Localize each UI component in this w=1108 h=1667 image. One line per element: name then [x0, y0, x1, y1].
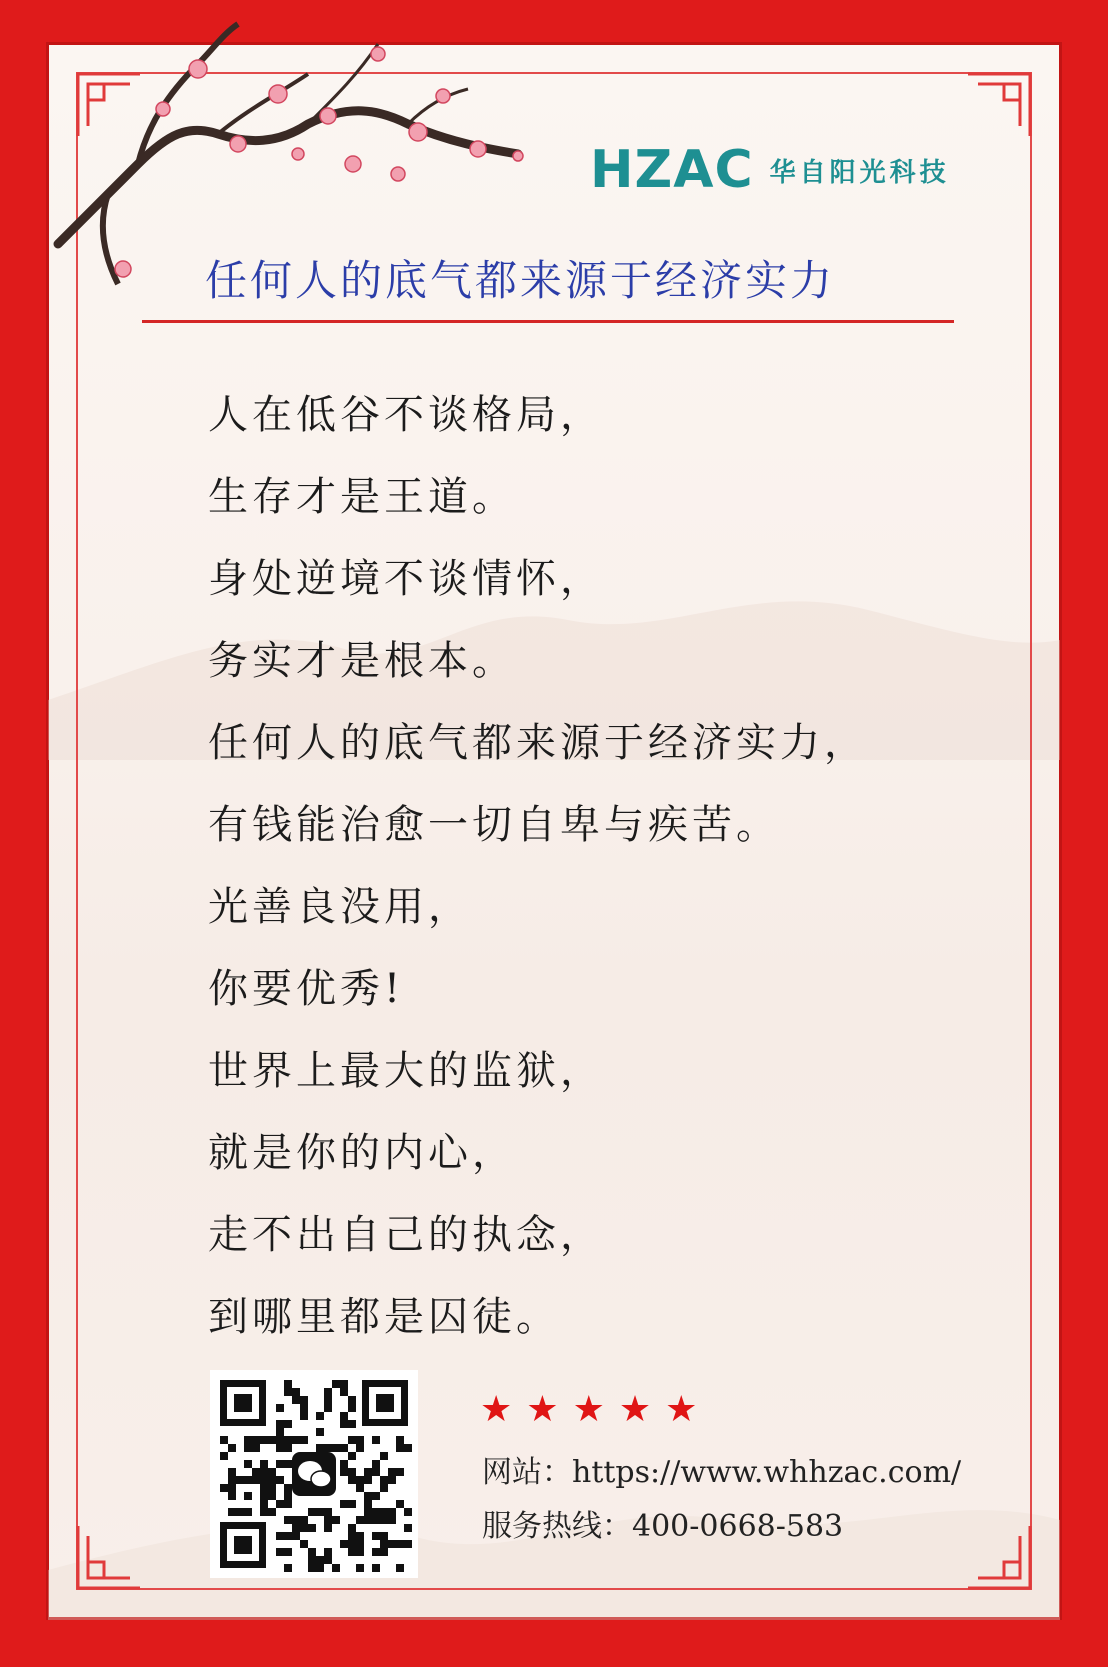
corner-ornament-icon — [964, 1522, 1034, 1592]
star-icon: ★ — [480, 1389, 513, 1430]
poem-line: 务实才是根本。 — [208, 638, 516, 684]
brand-name: 华自阳光科技 — [769, 157, 950, 188]
wechat-icon — [292, 1452, 336, 1496]
corner-ornament-icon — [74, 1522, 144, 1592]
poem-line: 任何人的底气都来源于经济实力， — [208, 720, 868, 766]
brand-logo — [590, 140, 950, 200]
star-icon: ★ — [526, 1389, 559, 1430]
star-icon: ★ — [572, 1389, 605, 1430]
hotline-label: 服务热线： — [482, 1509, 632, 1544]
page-title: 任何人的底气都来源于经济实力 — [205, 256, 836, 305]
corner-ornament-icon — [964, 70, 1034, 140]
hotline-row — [482, 1500, 961, 1554]
poem-line: 生存才是王道。 — [208, 474, 516, 520]
star-icon: ★ — [665, 1389, 698, 1430]
website-row — [482, 1446, 961, 1500]
poem-line: 走不出自己的执念， — [208, 1212, 604, 1258]
poem-line: 人在低谷不谈格局， — [208, 392, 604, 438]
website-link[interactable]: https://www.whhzac.com/ — [572, 1455, 962, 1490]
brand-logo-text: HZAC — [590, 140, 754, 200]
title-underline — [142, 320, 954, 323]
poem-body — [208, 384, 968, 1368]
qr-code-icon — [210, 1370, 418, 1578]
poem-line: 到哪里都是囚徒。 — [208, 1294, 560, 1340]
website-label: 网站： — [482, 1455, 572, 1490]
poem-line: 世界上最大的监狱， — [208, 1048, 604, 1094]
poem-line: 有钱能治愈一切自卑与疾苦。 — [208, 802, 780, 848]
hotline-number[interactable]: 400-0668-583 — [632, 1509, 844, 1544]
rating-stars — [480, 1389, 698, 1430]
poem-line: 身处逆境不谈情怀， — [208, 556, 604, 602]
poem-line: 光善良没用， — [208, 884, 472, 930]
star-icon: ★ — [618, 1389, 652, 1430]
poem-line: 你要优秀! — [208, 966, 405, 1012]
poem-line: 就是你的内心， — [208, 1130, 516, 1176]
contact-info — [482, 1446, 961, 1554]
